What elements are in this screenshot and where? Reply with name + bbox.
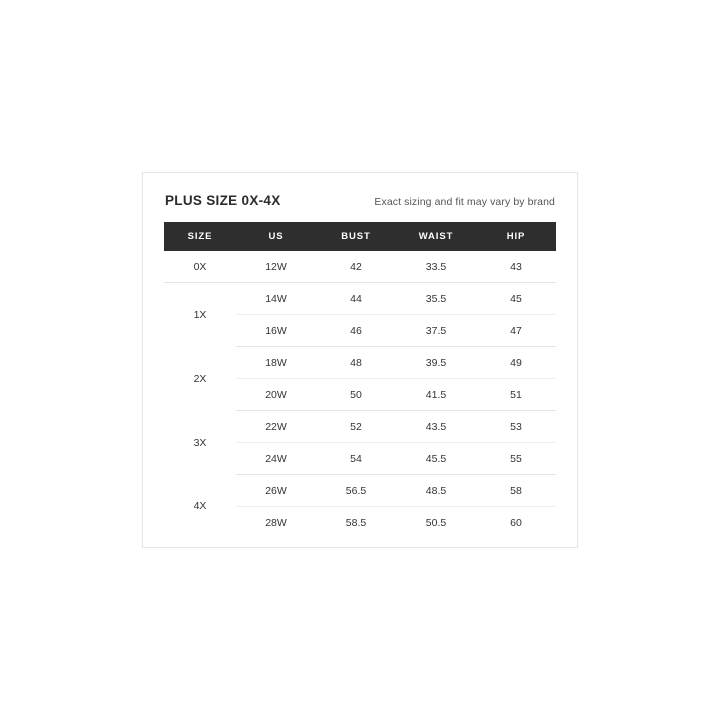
cell-hip: 47 bbox=[476, 315, 556, 347]
table-header-row bbox=[164, 222, 556, 251]
cell-waist: 48.5 bbox=[396, 475, 476, 507]
cell-waist: 39.5 bbox=[396, 347, 476, 379]
table-row bbox=[164, 411, 556, 443]
size-chart-card bbox=[142, 172, 578, 548]
column-header-us: US bbox=[236, 222, 316, 251]
cell-bust: 44 bbox=[316, 283, 396, 315]
cell-size: 2X bbox=[164, 347, 236, 411]
table-row bbox=[164, 347, 556, 379]
size-chart-table bbox=[164, 222, 556, 538]
cell-bust: 54 bbox=[316, 443, 396, 475]
column-header-size: SIZE bbox=[164, 222, 236, 251]
column-header-hip: HIP bbox=[476, 222, 556, 251]
cell-bust: 42 bbox=[316, 251, 396, 283]
cell-size: 4X bbox=[164, 475, 236, 539]
cell-hip: 45 bbox=[476, 283, 556, 315]
cell-bust: 58.5 bbox=[316, 507, 396, 539]
cell-size: 3X bbox=[164, 411, 236, 475]
cell-size: 1X bbox=[164, 283, 236, 347]
cell-waist: 50.5 bbox=[396, 507, 476, 539]
table-row bbox=[164, 283, 556, 315]
cell-bust: 52 bbox=[316, 411, 396, 443]
cell-us: 26W bbox=[236, 475, 316, 507]
cell-waist: 45.5 bbox=[396, 443, 476, 475]
cell-hip: 60 bbox=[476, 507, 556, 539]
cell-us: 16W bbox=[236, 315, 316, 347]
cell-waist: 43.5 bbox=[396, 411, 476, 443]
cell-us: 28W bbox=[236, 507, 316, 539]
cell-us: 12W bbox=[236, 251, 316, 283]
table-row bbox=[164, 251, 556, 283]
cell-us: 22W bbox=[236, 411, 316, 443]
cell-waist: 41.5 bbox=[396, 379, 476, 411]
cell-hip: 58 bbox=[476, 475, 556, 507]
cell-hip: 55 bbox=[476, 443, 556, 475]
cell-bust: 50 bbox=[316, 379, 396, 411]
cell-hip: 43 bbox=[476, 251, 556, 283]
cell-waist: 35.5 bbox=[396, 283, 476, 315]
card-note: Exact sizing and fit may vary by brand bbox=[374, 196, 555, 208]
cell-us: 24W bbox=[236, 443, 316, 475]
table-row bbox=[164, 475, 556, 507]
cell-bust: 48 bbox=[316, 347, 396, 379]
cell-us: 18W bbox=[236, 347, 316, 379]
table-header bbox=[164, 222, 556, 251]
column-header-bust: BUST bbox=[316, 222, 396, 251]
table-body bbox=[164, 251, 556, 538]
cell-us: 20W bbox=[236, 379, 316, 411]
card-header bbox=[143, 173, 577, 222]
cell-hip: 53 bbox=[476, 411, 556, 443]
cell-hip: 51 bbox=[476, 379, 556, 411]
cell-bust: 46 bbox=[316, 315, 396, 347]
cell-waist: 37.5 bbox=[396, 315, 476, 347]
cell-bust: 56.5 bbox=[316, 475, 396, 507]
cell-waist: 33.5 bbox=[396, 251, 476, 283]
cell-hip: 49 bbox=[476, 347, 556, 379]
column-header-waist: WAIST bbox=[396, 222, 476, 251]
page-title: PLUS SIZE 0X-4X bbox=[165, 193, 281, 208]
cell-us: 14W bbox=[236, 283, 316, 315]
cell-size: 0X bbox=[164, 251, 236, 283]
